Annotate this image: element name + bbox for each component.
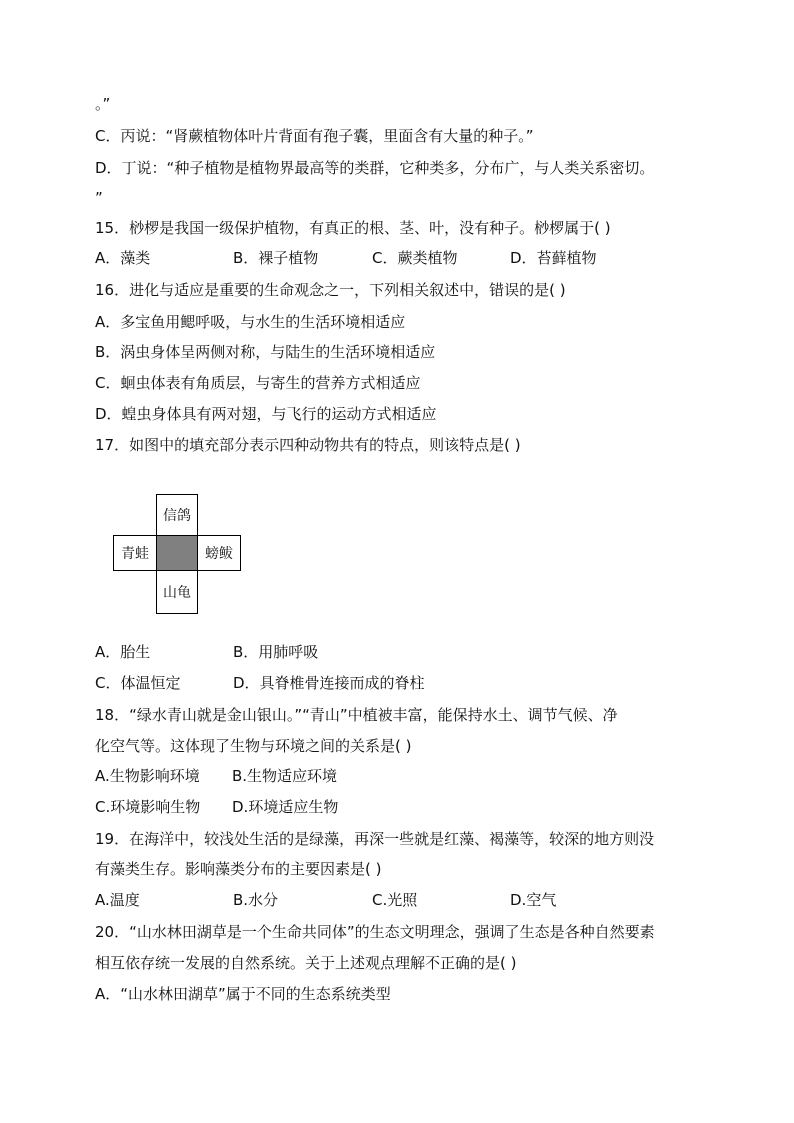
q18-option-a: A.生物影响环境 [95,767,200,785]
diagram-box-bottom: 山龟 [156,570,198,614]
option-d: D．丁说：“种子植物是植物界最高等的类群，它种类多，分布广，与人类关系密切。 [95,159,655,177]
question-19: 19．在海洋中，较浅处生活的是绿藻，再深一些就是红藻、褐藻等，较深的地方则没 [95,830,655,848]
q20-option-a: A．“山水林田湖草”属于不同的生态系统类型 [95,985,391,1003]
q18-option-d: D.环境适应生物 [232,798,339,816]
diagram-box-left: 青蛙 [113,535,157,571]
option-c: C．丙说：“肾蕨植物体叶片背面有孢子囊，里面含有大量的种子。” [95,127,534,145]
question-18-cont: 化空气等。这体现了生物与环境之间的关系是( ) [95,737,412,755]
question-15: 15．桫椤是我国一级保护植物，有真正的根、茎、叶，没有种子。桫椤属于( ) [95,219,611,237]
question-17: 17．如图中的填充部分表示四种动物共有的特点，则该特点是( ) [95,436,521,454]
q16-option-d: D．蝗虫身体具有两对翅，与飞行的运动方式相适应 [95,405,437,423]
q17-option-b: B．用肺呼吸 [233,643,319,661]
question-19-cont: 有藻类生存。影响藻类分布的主要因素是( ) [95,860,382,878]
diagram-box-center-filled [156,535,198,571]
q19-option-c: C.光照 [372,891,418,909]
q15-option-d: D．苔藓植物 [510,249,597,267]
q16-option-a: A．多宝鱼用鳃呼吸，与水生的生活环境相适应 [95,313,406,331]
diagram-box-top: 信鸽 [156,494,198,536]
text-line: 。” [95,95,111,113]
question-18: 18．“绿水青山就是金山银山。”“青山”中植被丰富，能保持水土、调节气候、净 [95,706,618,724]
q18-option-b: B.生物适应环境 [232,767,338,785]
q19-option-b: B.水分 [233,891,279,909]
diagram-box-right: 螃鲅 [197,535,241,571]
q16-option-c: C．蛔虫体表有角质层，与寄生的营养方式相适应 [95,374,421,392]
q15-option-c: C．蕨类植物 [372,249,458,267]
text-line: ” [95,189,103,207]
q18-option-c: C.环境影响生物 [95,798,201,816]
question-16: 16．进化与适应是重要的生命观念之一，下列相关叙述中，错误的是( ) [95,281,566,299]
q17-option-c: C．体温恒定 [95,674,181,692]
q17-option-d: D．具脊椎骨连接而成的脊柱 [233,674,425,692]
q16-option-b: B．涡虫身体呈两侧对称，与陆生的生活环境相适应 [95,343,436,361]
q15-option-a: A．藻类 [95,249,151,267]
question-20: 20．“山水林田湖草是一个生命共同体”的生态文明理念，强调了生态是各种自然要素 [95,923,655,941]
q15-option-b: B．裸子植物 [233,249,319,267]
q19-option-d: D.空气 [510,891,557,909]
q19-option-a: A.温度 [95,891,140,909]
q17-option-a: A．胎生 [95,643,151,661]
question-20-cont: 相互依存统一发展的自然系统。关于上述观点理解不正确的是( ) [95,954,517,972]
